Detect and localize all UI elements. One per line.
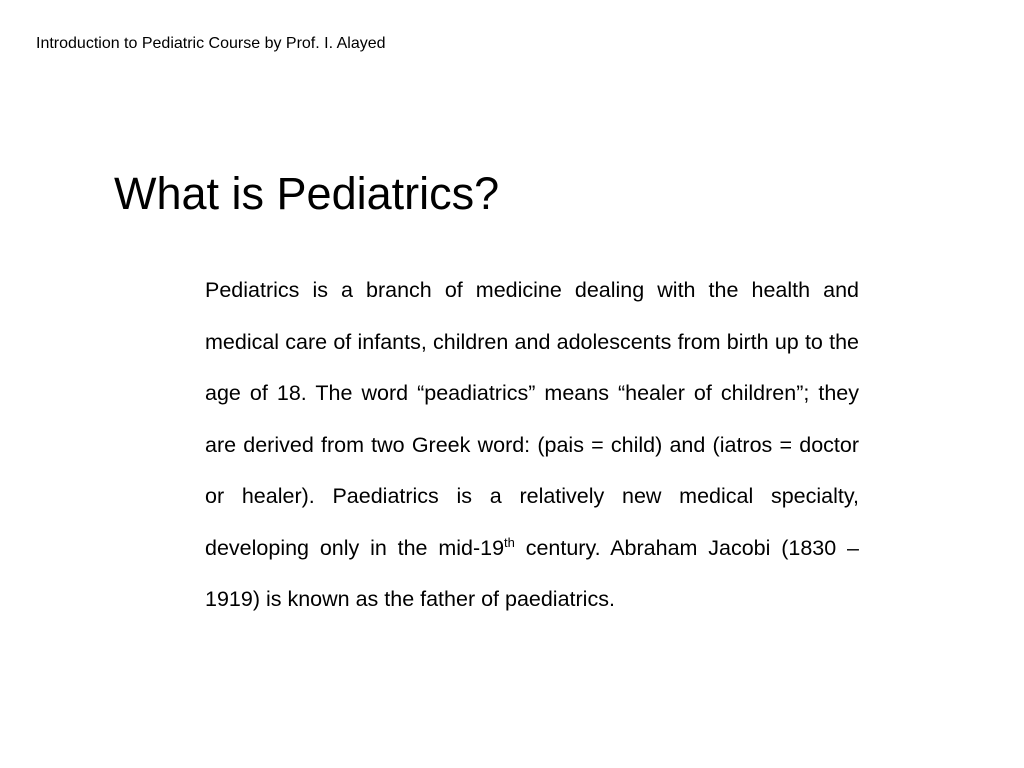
body-text-part-1: Pediatrics is a branch of medicine dealing with the health and medical care of infants, children and adolescents from birth up to the age of 18. The word “peadiatrics” means “healer of children”; they are derived from two Greek word: (pais = child) and (iatros = doctor or healer). Paediatrics is a relatively new medical specialty, developing only in the mid-19 [205, 278, 859, 560]
body-text-part-2: century. Abraham Jacobi (1830 – 1919) is known as the father of paediatrics. [205, 535, 859, 611]
slide-title: What is Pediatrics? [114, 168, 500, 219]
slide-body-paragraph [205, 265, 859, 626]
course-header: Introduction to Pediatric Course by Prof. I. Alayed [36, 35, 386, 52]
body-superscript: th [504, 534, 515, 550]
